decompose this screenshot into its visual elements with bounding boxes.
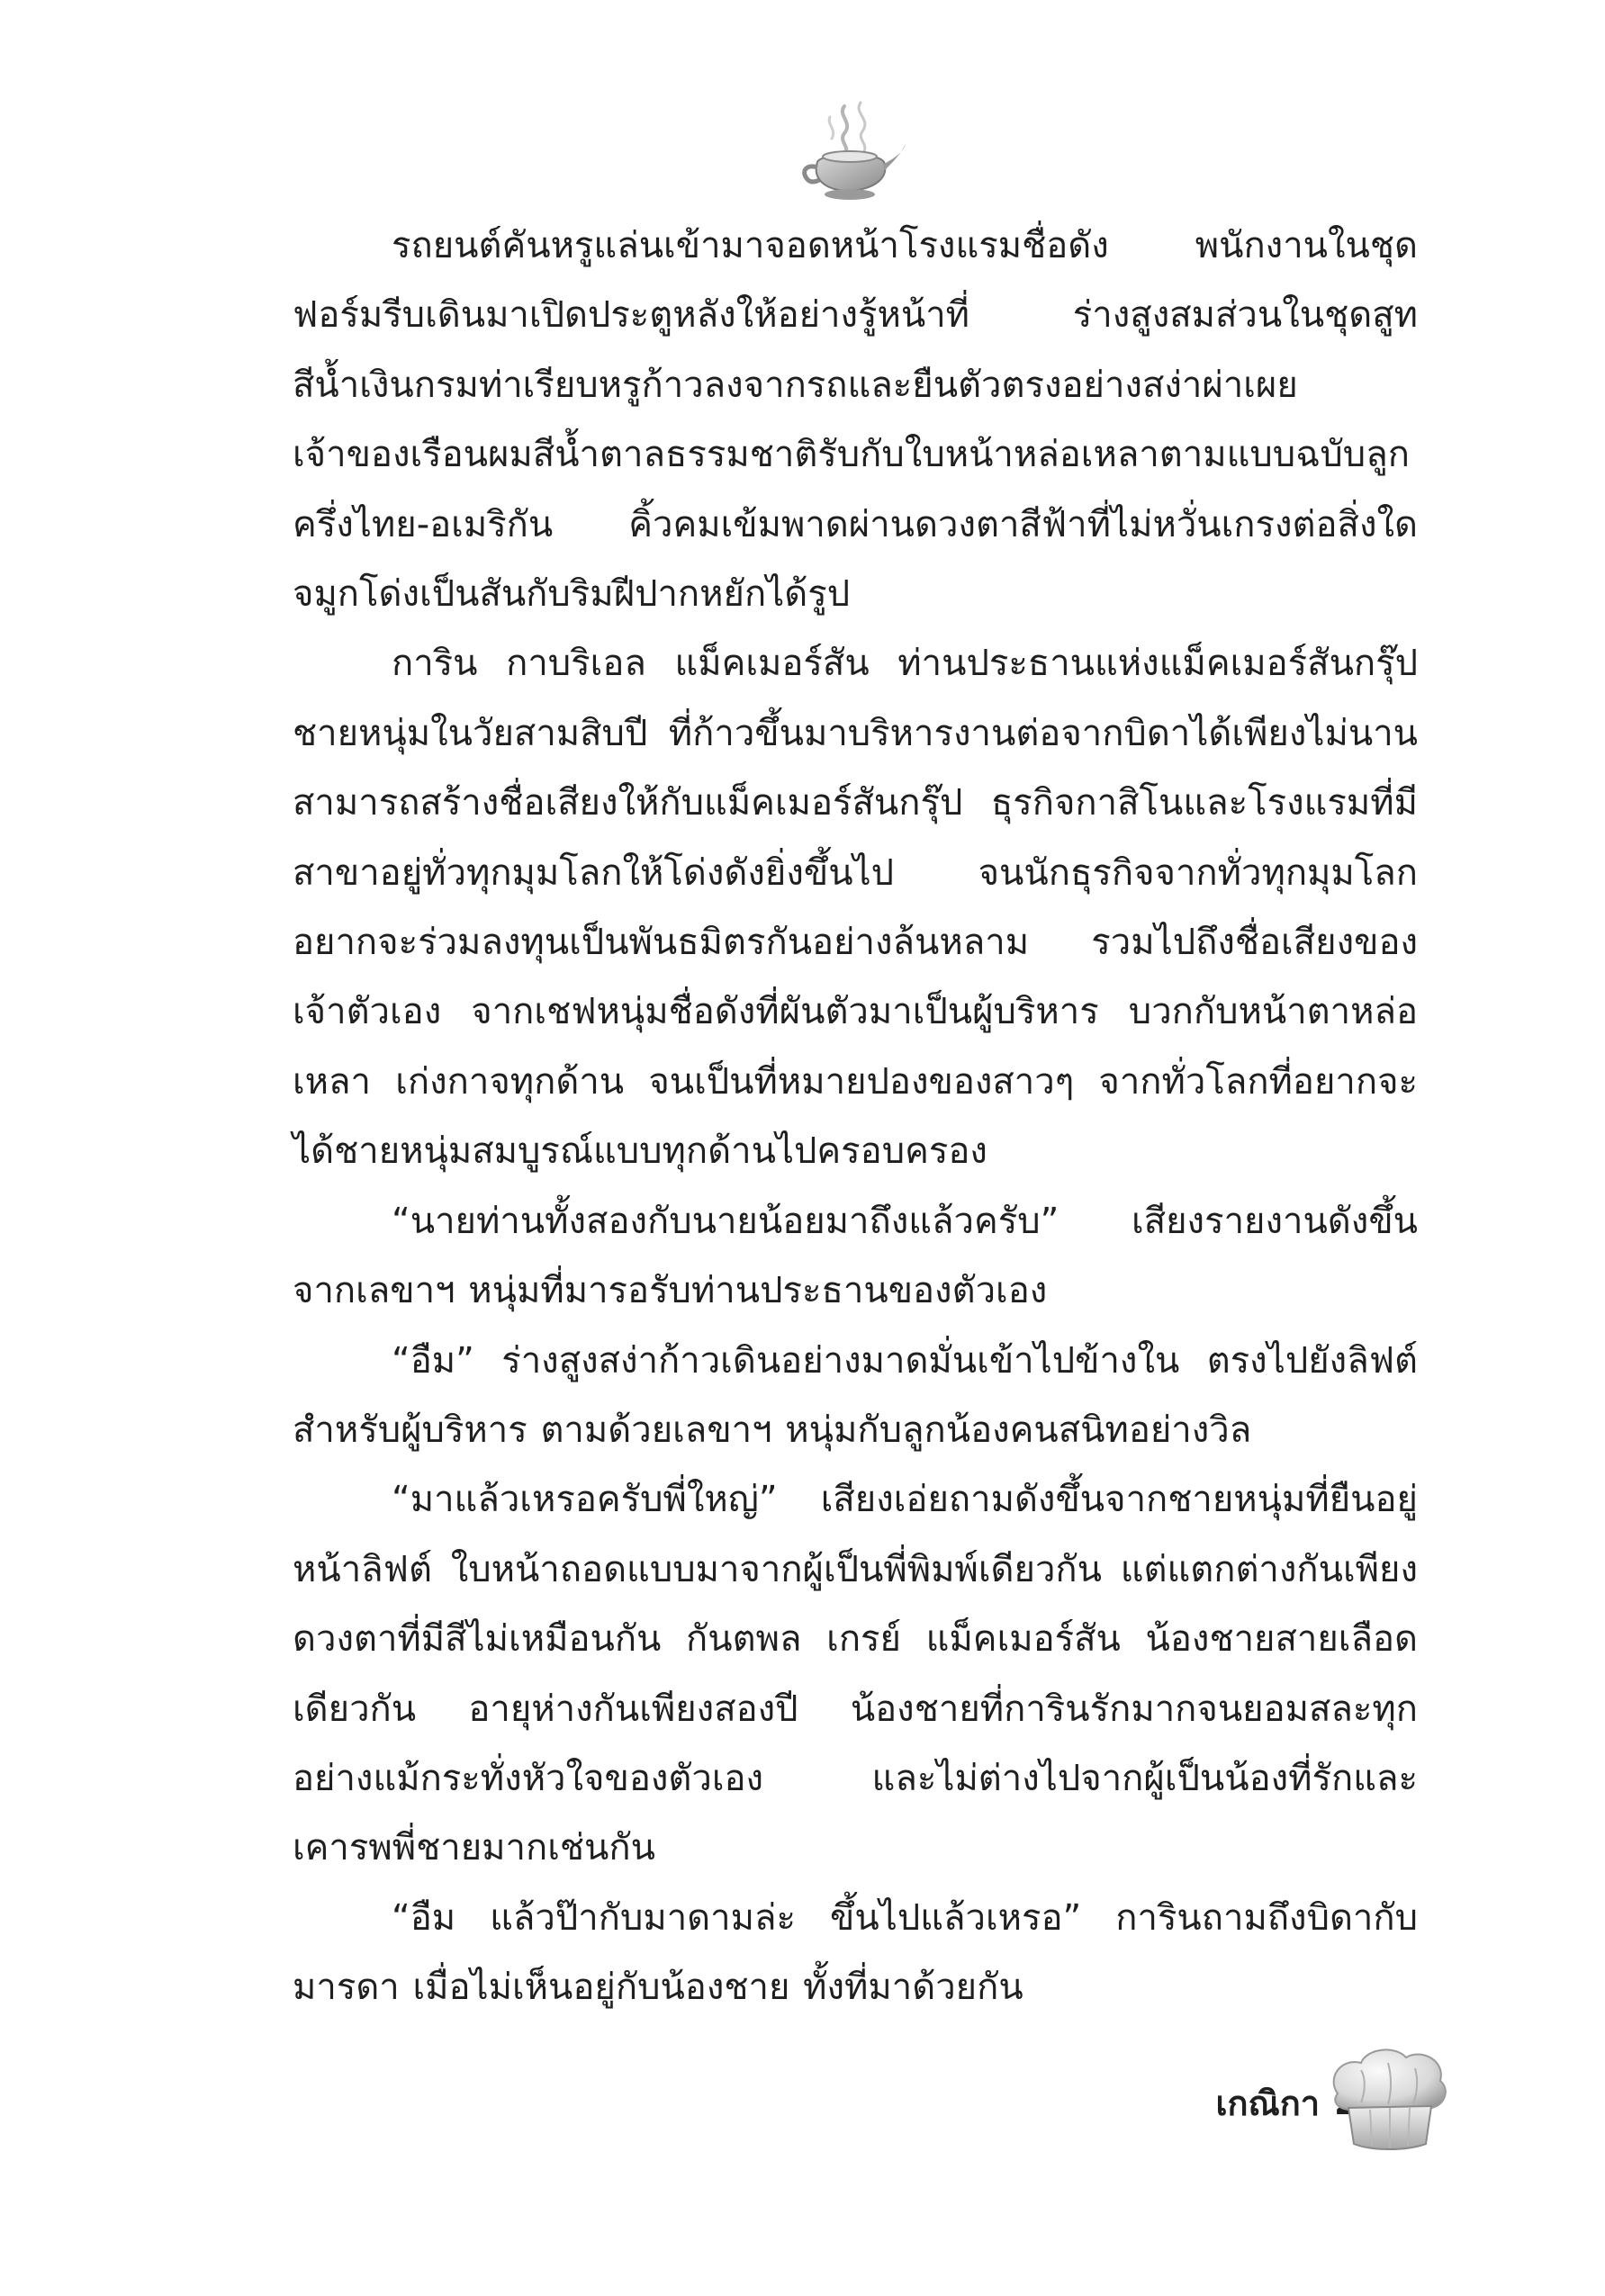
paragraph: รถยนต์คันหรูแล่นเข้ามาจอดหน้าโรงแรมชื่อดัง พนักงานในชุดฟอร์มรีบเดินมาเปิดประตูหลังให้อย่างรู้หน้าที่ ร่างสูงสมส่วนในชุดสูทสีน้ำเงินกรมท่าเรียบหรูก้าวลงจากรถและยืนตัวตรงอย่างสง่าผ่าเผย เจ้าของเรือนผมสีน้ำตาลธรรมชาติรับกับใบหน้าหล่อเหลาตามแบบฉบับลูกครึ่งไทย-อเมริกัน คิ้วคมเข้มพาดผ่านดวงตาสีฟ้าที่ไม่หวั่นเกรงต่อสิ่งใด จมูกโด่งเป็นสันกับริมฝีปากหยักได้รูป bbox=[293, 225, 1418, 616]
teapot-ornament-icon bbox=[790, 99, 909, 205]
paragraph: “นายท่านทั้งสองกับนายน้อยมาถึงแล้วครับ” เสียงรายงานดังขึ้นจากเลขาฯ หนุ่มที่มารอรับท่านประธานของตัวเอง bbox=[293, 1200, 1418, 1312]
paragraph: “มาแล้วเหรอครับพี่ใหญ่” เสียงเอ่ยถามดังขึ้นจากชายหนุ่มที่ยืนอยู่หน้าลิฟต์ ใบหน้าถอดแบบมาจากผู้เป็นพี่พิมพ์เดียวกัน แต่แตกต่างกันเพียงดวงตาที่มีสีไม่เหมือนกัน กันตพล เกรย์ แม็คเมอร์สัน น้องชายสายเลือดเดียวกัน อายุห่างกันเพียงสองปี น้องชายที่การินรักมากจนยอมสละทุกอย่างแม้กระทั่งหัวใจของตัวเอง และไม่ต่างไปจากผู้เป็นน้องที่รักและเคารพพี่ชายมากเช่นกัน bbox=[293, 1479, 1418, 1869]
page-body bbox=[293, 212, 1418, 2023]
book-title: เกณิกา bbox=[1215, 2083, 1321, 2123]
paragraph: การิน กาบริเอล แม็คเมอร์สัน ท่านประธานแห่งแม็คเมอร์สันกรุ๊ป ชายหนุ่มในวัยสามสิบปี ที่ก้าวขึ้นมาบริหารงานต่อจากบิดาได้เพียงไม่นาน สามารถสร้างชื่อเสียงให้กับแม็คเมอร์สันกรุ๊ป ธุรกิจกาสิโนและโรงแรมที่มีสาขาอยู่ทั่วทุกมุมโลกให้โด่งดังยิ่งขึ้นไป จนนักธุรกิจจากทั่วทุกมุมโลกอยากจะร่วมลงทุนเป็นพันธมิตรกันอย่างล้นหลาม รวมไปถึงชื่อเสียงของเจ้าตัวเอง จากเชฟหนุ่มชื่อดังที่ผันตัวมาเป็นผู้บริหาร บวกกับหน้าตาหล่อเหลา เก่งกาจทุกด้าน จนเป็นที่หมายปองของสาวๆ จากทั่วโลกที่อยากจะได้ชายหนุ่มสมบูรณ์แบบทุกด้านไปครอบครอง bbox=[293, 643, 1418, 1173]
paragraph: “อืม แล้วป๊ากับมาดามล่ะ ขึ้นไปแล้วเหรอ” การินถามถึงบิดากับมารดา เมื่อไม่เห็นอยู่กับน้องชาย ทั้งที่มาด้วยกัน bbox=[293, 1896, 1418, 2009]
chef-hat-icon bbox=[1325, 2043, 1451, 2155]
paragraph: “อืม” ร่างสูงสง่าก้าวเดินอย่างมาดมั่นเข้าไปข้างใน ตรงไปยังลิฟต์สำหรับผู้บริหาร ตามด้วยเลขาฯ หนุ่มกับลูกน้องคนสนิทอย่างวิล bbox=[293, 1339, 1418, 1451]
